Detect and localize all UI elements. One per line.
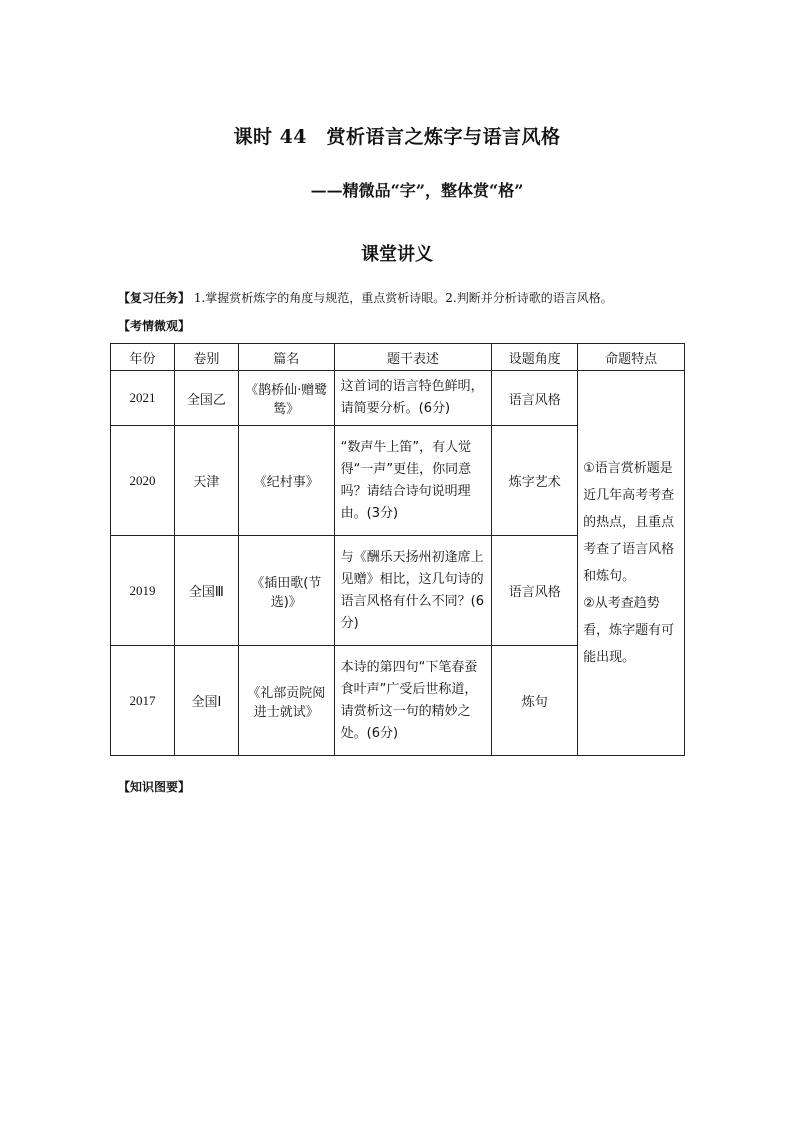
cell-question: 与《酬乐天扬州初逢席上见赠》相比，这几句诗的语言风格有什么不同？(6分) [334, 536, 492, 646]
zhishi-label-text: 【知识图要】 [118, 780, 191, 794]
review-task [118, 290, 613, 306]
cell-paper: 全国乙 [174, 371, 238, 426]
cell-year: 2017 [111, 646, 175, 756]
cell-poem: 《插田歌(节选)》 [238, 536, 334, 646]
cell-question: “数声牛上笛”，有人觉得“一声”更佳，你同意吗？请结合诗句说明理由。(3分) [334, 426, 492, 536]
feature-item-1: ①语言赏析题是近几年高考考查的热点，且重点考查了语言风格和炼句。 [583, 461, 675, 584]
cell-poem: 《鹊桥仙·赠鹭鸶》 [238, 371, 334, 426]
page-subtitle: ——精微品“字”，整体赏“格” [310, 181, 524, 200]
cell-question: 这首词的语言特色鲜明，请简要分析。(6分) [334, 371, 492, 426]
cell-paper: 全国Ⅲ [174, 536, 238, 646]
cell-angle: 语言风格 [492, 371, 578, 426]
feature-item-2: ②从考查趋势看，炼字题有可能出现。 [583, 596, 675, 665]
cell-angle: 炼句 [492, 646, 578, 756]
header-feature: 命题特点 [578, 344, 685, 371]
cell-year: 2020 [111, 426, 175, 536]
cell-angle: 语言风格 [492, 536, 578, 646]
table-row [111, 371, 685, 426]
table-header-row [111, 344, 685, 371]
exam-table [110, 343, 685, 756]
cell-year: 2019 [111, 536, 175, 646]
header-year: 年份 [111, 344, 175, 371]
header-question: 题干表述 [334, 344, 492, 371]
review-task-label: 【复习任务】 [118, 291, 191, 305]
kaoqing-label-text: 【考情微观】 [118, 319, 191, 333]
review-task-text: 1.掌握赏析炼字的角度与规范，重点赏析诗眼。2.判断并分析诗歌的语言风格。 [190, 291, 613, 305]
cell-question: 本诗的第四句“下笔春蚕食叶声”广受后世称道，请赏析这一句的精妙之处。(6分) [334, 646, 492, 756]
kaoqing-label [118, 318, 190, 334]
page-title: 课时 44 赏析语言之炼字与语言风格 [233, 126, 561, 148]
cell-angle: 炼字艺术 [492, 426, 578, 536]
header-paper: 卷别 [174, 344, 238, 371]
cell-year: 2021 [111, 371, 175, 426]
cell-paper: 天津 [174, 426, 238, 536]
cell-poem: 《纪村事》 [238, 426, 334, 536]
section-heading: 课堂讲义 [361, 244, 433, 265]
cell-paper: 全国Ⅰ [174, 646, 238, 756]
cell-poem: 《礼部贡院阅进士就试》 [238, 646, 334, 756]
header-angle: 设题角度 [492, 344, 578, 371]
cell-feature [578, 371, 685, 756]
header-poem: 篇名 [238, 344, 334, 371]
zhishi-label [118, 779, 190, 795]
